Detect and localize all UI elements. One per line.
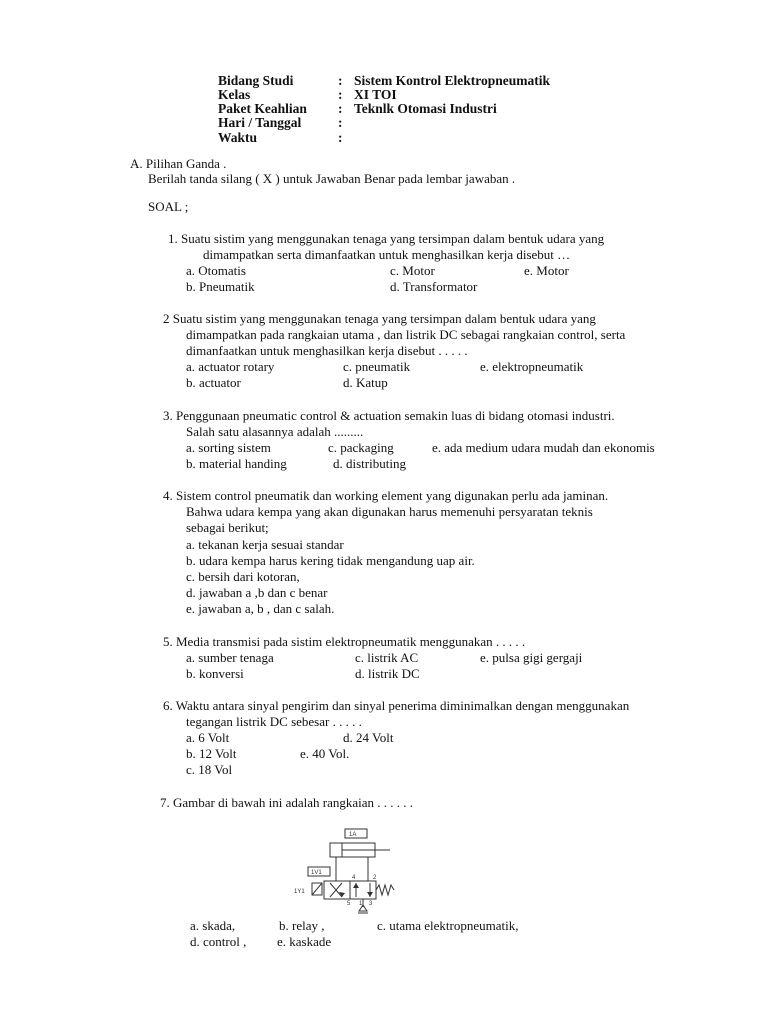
question-text: 2 Suatu sistim yang menggunakan tenaga yang tersimpan dalam bentuk udara yang [163, 311, 596, 326]
spring [376, 885, 394, 895]
option-c: c. listrik AC [355, 650, 419, 665]
question-text: dimampatkan pada rangkaian utama , dan listrik DC sebagai rangkaian control, serta [186, 327, 626, 342]
section-title: A. Pilihan Ganda . [130, 156, 227, 171]
option-c: c. packaging [328, 440, 394, 455]
option-d: d. distributing [333, 456, 406, 471]
port-1-label: 1 [359, 901, 363, 907]
option-c: c. pneumatik [343, 359, 411, 374]
option-e: e. 40 Vol. [300, 746, 350, 761]
question-text: dimanfaatkan untuk menghasilkan kerja disebut . . . . . [186, 343, 468, 358]
option-e: e. jawaban a, b , dan c salah. [186, 601, 335, 616]
header-colon: : [338, 101, 343, 116]
question-text: 4. Sistem control pneumatik dan working element yang digunakan perlu ada jaminan. [163, 488, 609, 503]
header-colon: : [338, 130, 343, 145]
header-label-class: Kelas [218, 87, 251, 102]
question-text: 6. Waktu antara sinyal pengirim dan sinyal penerima diminimalkan dengan menggunakan [163, 698, 630, 713]
arrow-head [353, 883, 359, 888]
header-value-program: Teknlk Otomasi Industri [354, 101, 497, 116]
option-a: a. tekanan kerja sesuai standar [186, 537, 344, 552]
question-text: 7. Gambar di bawah ini adalah rangkaian . . . . . . [160, 795, 414, 810]
question-text: sebagai berikut; [186, 520, 269, 535]
option-b: b. material handing [186, 456, 287, 471]
header-colon: : [338, 115, 343, 130]
option-e: e. Motor [524, 263, 569, 278]
header-label-date: Hari / Tanggal [218, 115, 302, 130]
option-b: b. udara kempa harus kering tidak mengandung uap air. [186, 553, 475, 568]
option-c: c. Motor [390, 263, 435, 278]
solenoid-diagonal [312, 883, 322, 895]
question-text: tegangan listrik DC sebesar . . . . . [186, 714, 362, 729]
header-label-time: Waktu [218, 130, 258, 145]
valve-square-right [350, 881, 376, 899]
option-a: a. sumber tenaga [186, 650, 274, 665]
option-b: b. Pneumatik [186, 279, 255, 294]
option-a: a. skada, [190, 918, 236, 933]
soal-heading: SOAL ; [148, 199, 189, 214]
option-c: c. 18 Vol [186, 762, 233, 777]
option-a: a. 6 Volt [186, 730, 230, 745]
question-text: Salah satu alasannya adalah ......... [186, 424, 364, 439]
port-4-label: 4 [352, 875, 356, 881]
option-e: e. ada medium udara mudah dan ekonomis [432, 440, 655, 455]
option-a: a. Otomatis [186, 263, 246, 278]
option-a: a. sorting sistem [186, 440, 271, 455]
electropneumatic-circuit-diagram [290, 825, 400, 915]
header-label-subject: Bidang Studi [218, 73, 294, 88]
header-label-program: Paket Keahlian [218, 101, 307, 116]
option-b: b. actuator [186, 375, 241, 390]
solenoid-label: 1Y1 [294, 889, 305, 895]
arrow-head [367, 892, 373, 897]
option-d: d. Katup [343, 375, 388, 390]
instruction: Berilah tanda silang ( X ) untuk Jawaban Benar pada lembar jawaban . [148, 171, 516, 186]
option-a: a. actuator rotary [186, 359, 275, 374]
header-value-class: XI TOI [354, 87, 397, 102]
valve-square-left [324, 881, 350, 899]
option-b: b. konversi [186, 666, 244, 681]
question-text: 1. Suatu sistim yang menggunakan tenaga yang tersimpan dalam bentuk udara yang [168, 231, 605, 246]
option-d: d. control , [190, 934, 247, 949]
option-e: e. pulsa gigi gergaji [480, 650, 583, 665]
option-b: b. relay , [279, 918, 325, 933]
option-d: d. jawaban a ,b dan c benar [186, 585, 328, 600]
question-text: 3. Penggunaan pneumatic control & actuation semakin luas di bidang otomasi industri. [163, 408, 615, 423]
option-b: b. 12 Volt [186, 746, 237, 761]
header-colon: : [338, 87, 343, 102]
header-colon: : [338, 73, 343, 88]
option-c: c. utama elektropneumatik, [377, 918, 519, 933]
header-value-subject: Sistem Kontrol Elektropneumatik [354, 73, 551, 88]
question-text: 5. Media transmisi pada sistim elektropneumatik menggunakan . . . . . [163, 634, 526, 649]
option-d: d. Transformator [390, 279, 478, 294]
question-text: dimampatkan serta dimanfaatkan untuk menghasilkan kerja disebut … [203, 247, 571, 262]
question-text: Bahwa udara kempa yang akan digunakan harus memenuhi persyaratan teknis [186, 504, 593, 519]
valve-label: 1V1 [311, 870, 322, 876]
option-d: d. 24 Volt [343, 730, 394, 745]
port-5-label: 5 [347, 901, 351, 907]
option-e: e. elektropneumatik [480, 359, 584, 374]
port-2-label: 2 [373, 875, 377, 881]
option-e: e. kaskade [277, 934, 332, 949]
port-3-label: 3 [369, 901, 373, 907]
cylinder-label: 1A [349, 832, 357, 838]
option-d: d. listrik DC [355, 666, 420, 681]
option-c: c. bersih dari kotoran, [186, 569, 300, 584]
